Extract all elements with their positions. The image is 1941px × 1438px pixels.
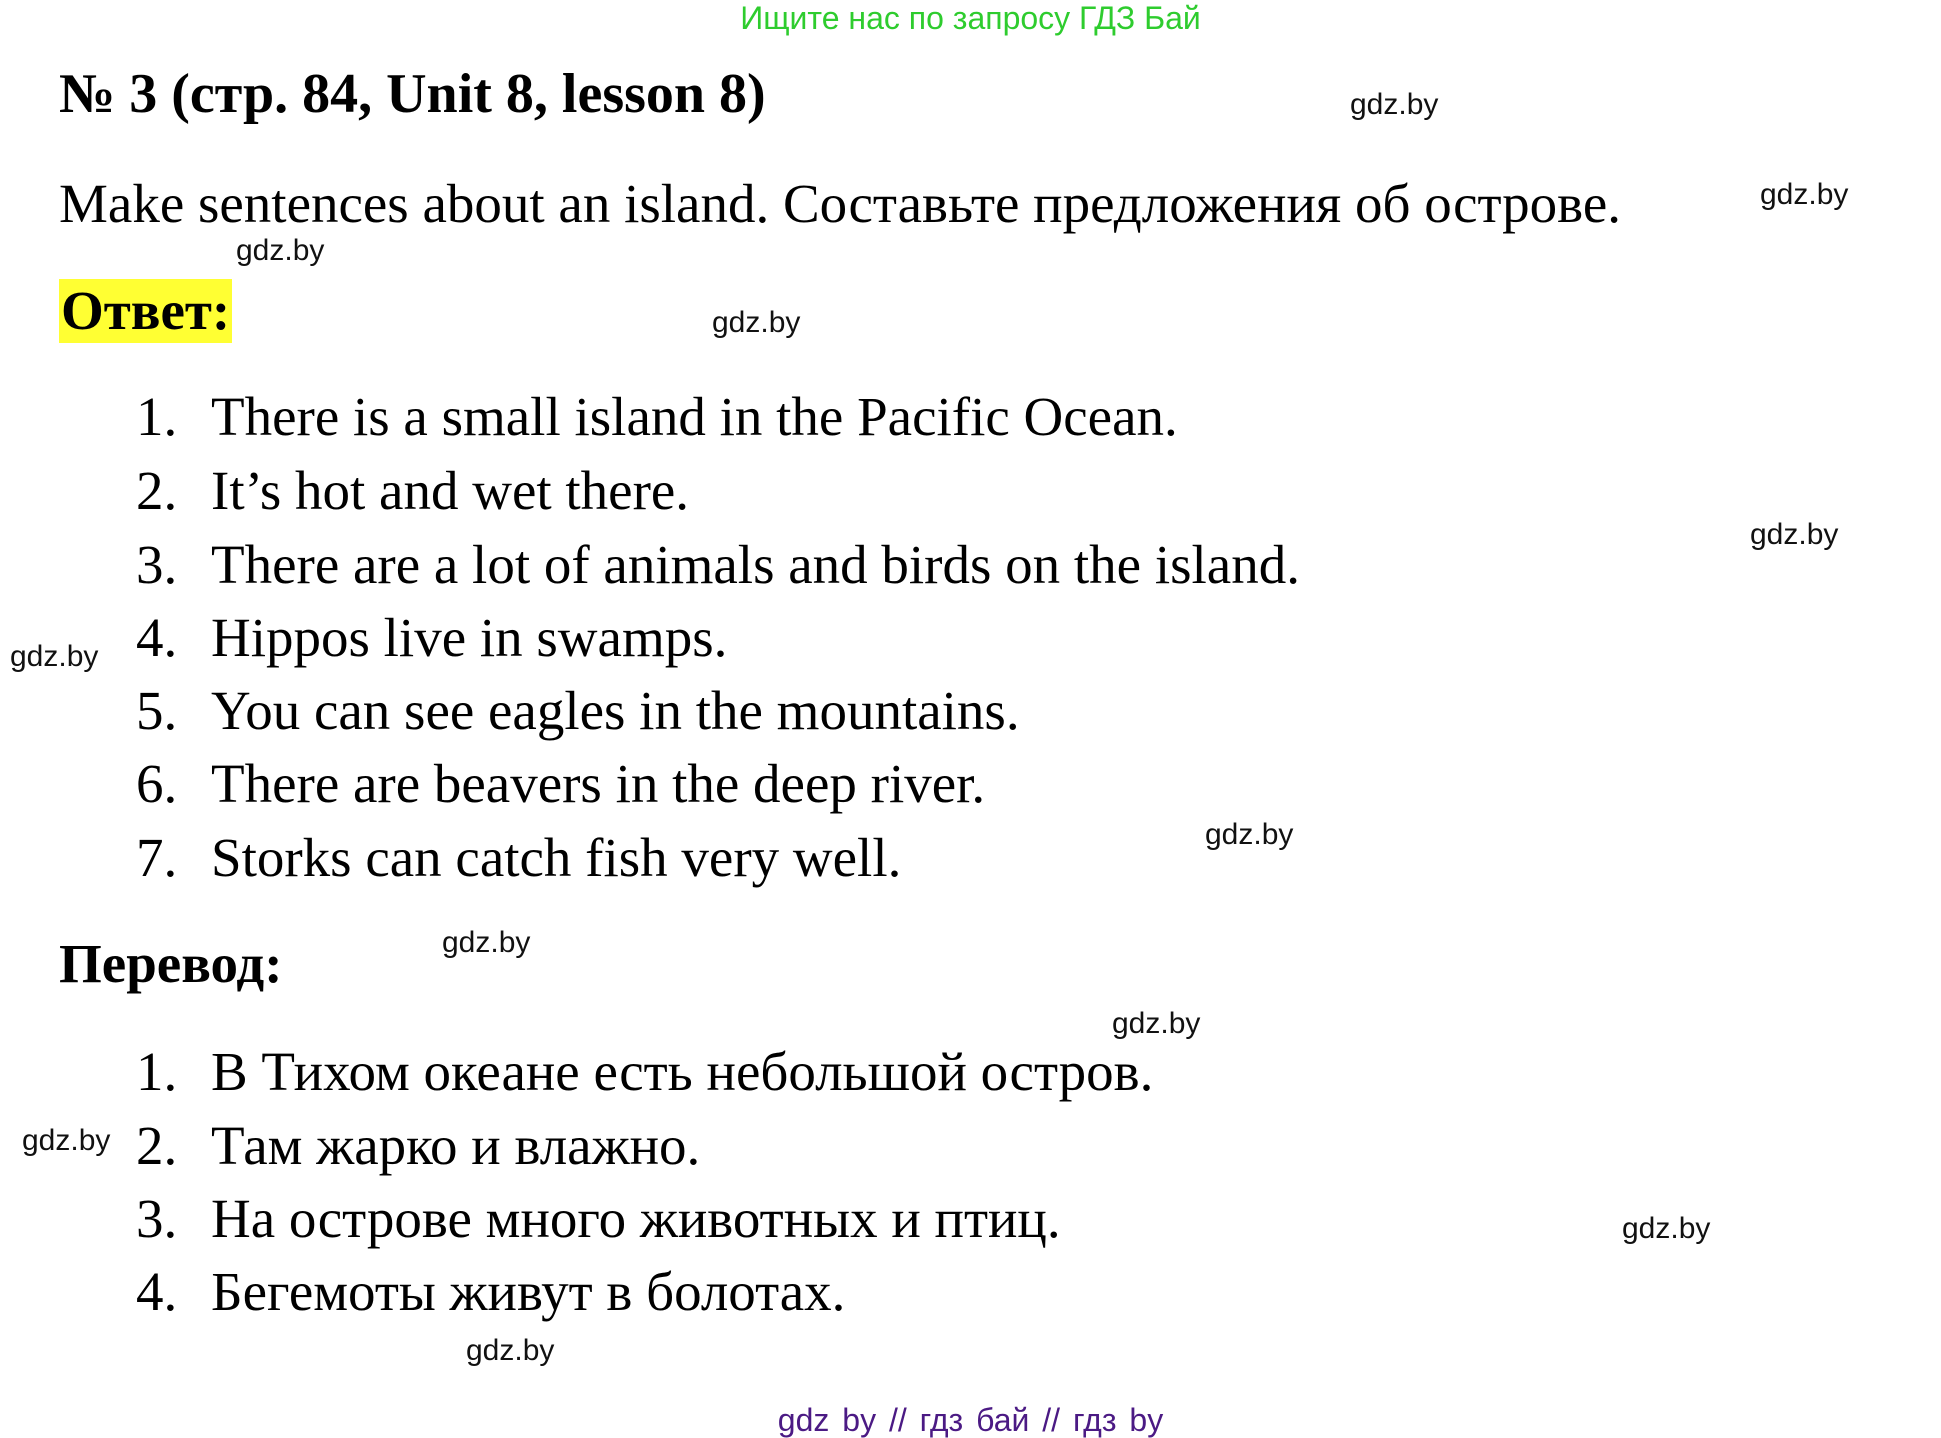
- watermark: gdz.by: [466, 1334, 555, 1367]
- item-text: Там жарко и влажно.: [211, 1115, 701, 1176]
- item-text: В Тихом океане есть небольшой остров.: [211, 1041, 1154, 1102]
- item-number: 3.: [136, 1188, 178, 1249]
- watermark: gdz.by: [1350, 88, 1439, 121]
- item-number: 1.: [136, 386, 178, 447]
- watermark: gdz.by: [1112, 1007, 1201, 1040]
- item-number: 6.: [136, 753, 178, 814]
- watermark: gdz.by: [10, 640, 99, 673]
- answer-item: [136, 385, 1178, 449]
- watermark: gdz.by: [1205, 818, 1294, 851]
- answer-item: [136, 679, 1020, 743]
- answer-item: [136, 752, 985, 816]
- item-text: Бегемоты живут в болотах.: [211, 1261, 846, 1322]
- item-text: There are beavers in the deep river.: [211, 753, 986, 814]
- answer-item: [136, 826, 901, 890]
- watermark: gdz.by: [22, 1124, 111, 1157]
- answer-item: [136, 533, 1300, 597]
- item-text: There are a lot of animals and birds on the island.: [211, 534, 1300, 595]
- item-text: It’s hot and wet there.: [211, 460, 690, 521]
- watermark: gdz.by: [236, 234, 325, 267]
- item-number: 7.: [136, 827, 178, 888]
- translation-heading: Перевод:: [59, 933, 283, 994]
- answer-heading: Ответ:: [61, 280, 231, 341]
- item-number: 3.: [136, 534, 178, 595]
- translation-item: [136, 1040, 1153, 1104]
- watermark: gdz.by: [442, 926, 531, 959]
- watermark: gdz.by: [1760, 178, 1849, 211]
- item-text: You can see eagles in the mountains.: [211, 680, 1020, 741]
- item-number: 5.: [136, 680, 178, 741]
- translation-item: [136, 1260, 845, 1324]
- answer-item: [136, 459, 689, 523]
- item-text: Hippos live in swamps.: [211, 607, 728, 668]
- item-number: 2.: [136, 460, 178, 521]
- item-text: На острове много животных и птиц.: [211, 1188, 1061, 1249]
- exercise-title: № 3 (стр. 84, Unit 8, lesson 8): [59, 63, 766, 125]
- watermark: gdz.by: [1750, 518, 1839, 551]
- item-text: Storks can catch fish very well.: [211, 827, 902, 888]
- translation-item: [136, 1187, 1061, 1251]
- answer-item: [136, 606, 727, 670]
- translation-item: [136, 1114, 700, 1178]
- item-number: 4.: [136, 1261, 178, 1322]
- footer-links: gdz by // гдз бай // гдз by: [777, 1402, 1164, 1438]
- item-number: 4.: [136, 607, 178, 668]
- item-number: 1.: [136, 1041, 178, 1102]
- search-banner: Ищите нас по запросу ГДЗ Бай: [740, 0, 1201, 36]
- watermark: gdz.by: [712, 306, 801, 339]
- item-number: 2.: [136, 1115, 178, 1176]
- watermark: gdz.by: [1622, 1212, 1711, 1245]
- instruction-text: Make sentences about an island. Составьте предложения об острове.: [59, 173, 1621, 234]
- item-text: There is a small island in the Pacific Ocean.: [211, 386, 1178, 447]
